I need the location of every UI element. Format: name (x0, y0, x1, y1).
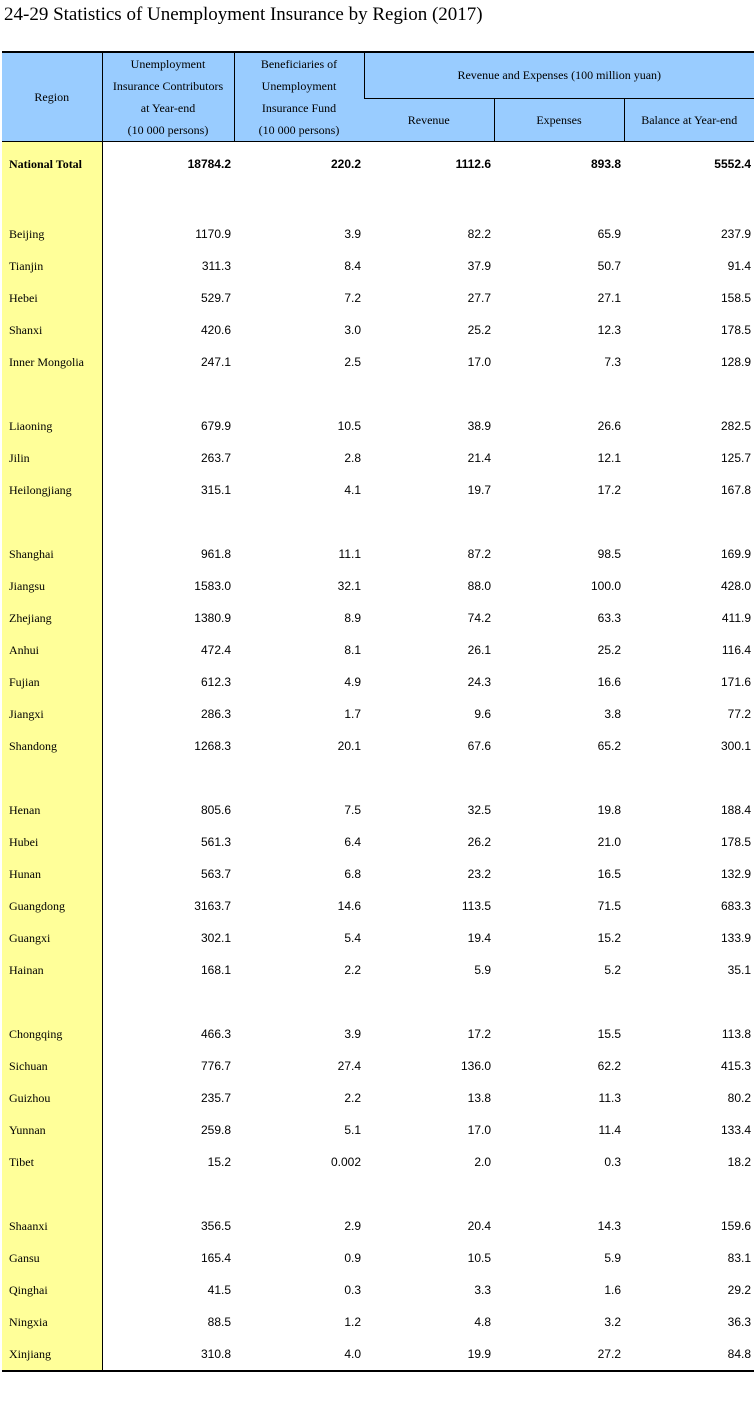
contributors-cell: 310.8 (102, 1338, 234, 1371)
table-row (2, 538, 754, 570)
beneficiaries-cell: 7.2 (344, 291, 361, 305)
table-row (2, 730, 754, 762)
expenses-cell: 63.3 (597, 611, 621, 625)
expenses-cell: 15.5 (597, 1027, 621, 1041)
balance-cell: 36.3 (727, 1315, 751, 1329)
balance-column-header: Balance at Year-end (624, 98, 754, 142)
contributors-header-line: Unemployment (130, 57, 206, 71)
region-cell: Liaoning (2, 410, 102, 442)
balance-cell: 83.1 (727, 1251, 751, 1265)
contributors-cell: 311.3 (201, 259, 231, 273)
beneficiaries-cell: 0.002 (330, 1155, 361, 1169)
contributors-column-header (102, 52, 234, 142)
expenses-cell: 21.0 (597, 835, 621, 849)
expenses-cell: 25.2 (597, 643, 621, 657)
empty-cell (494, 762, 624, 794)
empty-cell (624, 378, 754, 410)
table-row (2, 698, 754, 730)
table-row (2, 602, 754, 634)
expenses-cell: 65.2 (597, 739, 621, 753)
table-body (2, 142, 754, 1372)
contributors-cell: 88.5 (207, 1315, 231, 1329)
revenue-expenses-group-header: Revenue and Expenses (100 million yuan) (364, 52, 754, 98)
contributors-cell: 263.7 (200, 451, 231, 465)
beneficiaries-cell: 1.2 (344, 1315, 361, 1329)
revenue-cell: 20.4 (467, 1219, 491, 1233)
revenue-cell: 4.8 (474, 1315, 491, 1329)
contributors-cell: 235.7 (200, 1091, 231, 1105)
revenue-cell: 37.9 (467, 259, 491, 273)
national-total-row (2, 142, 754, 187)
region-cell-empty (2, 986, 102, 1018)
table-row (2, 1338, 754, 1371)
beneficiaries-cell: 27.4 (337, 1059, 361, 1073)
beneficiaries-cell: 32.1 (337, 579, 361, 593)
table-row (2, 858, 754, 890)
expenses-cell: 50.7 (597, 259, 621, 273)
contributors-cell: 286.3 (200, 707, 231, 721)
table-row (2, 1018, 754, 1050)
group-spacer-row (2, 986, 754, 1018)
group-spacer-row (2, 506, 754, 538)
table-row (2, 666, 754, 698)
contributors-cell: 612.3 (200, 675, 231, 689)
revenue-cell: 32.5 (467, 803, 491, 817)
revenue-cell: 74.2 (467, 611, 491, 625)
expenses-cell: 65.9 (597, 227, 621, 241)
table-row (2, 1146, 754, 1178)
balance-cell: 5552.4 (714, 157, 751, 171)
balance-cell: 178.5 (720, 835, 751, 849)
statistics-table (2, 51, 754, 1372)
table-row (2, 314, 754, 346)
balance-cell: 411.9 (721, 611, 751, 625)
revenue-cell: 38.9 (467, 419, 491, 433)
contributors-cell: 679.9 (200, 419, 231, 433)
revenue-cell: 17.0 (467, 355, 491, 369)
page-title: 24-29 Statistics of Unemployment Insurance by Region (2017) (4, 4, 483, 25)
contributors-cell: 18784.2 (187, 157, 231, 171)
contributors-cell: 168.1 (200, 963, 231, 977)
balance-cell: 77.2 (727, 707, 751, 721)
empty-cell (624, 986, 754, 1018)
table-row (2, 1242, 754, 1274)
beneficiaries-cell: 2.2 (344, 1091, 361, 1105)
revenue-cell: 17.0 (467, 1123, 491, 1137)
table-row (2, 474, 754, 506)
group-spacer-row (2, 378, 754, 410)
contributors-cell: 961.8 (200, 547, 231, 561)
expenses-cell: 19.8 (597, 803, 621, 817)
contributors-cell: 561.3 (200, 835, 231, 849)
region-cell: Heilongjiang (2, 474, 102, 506)
contributors-cell: 3163.7 (194, 899, 231, 913)
revenue-cell: 1112.6 (455, 157, 491, 171)
empty-cell (102, 378, 234, 410)
region-cell: Shanghai (2, 538, 102, 570)
revenue-cell: 82.2 (467, 227, 491, 241)
expenses-cell: 3.8 (604, 707, 621, 721)
contributors-header-line: (10 000 persons) (127, 123, 209, 137)
beneficiaries-cell: 3.0 (344, 323, 361, 337)
balance-cell: 178.5 (720, 323, 751, 337)
region-cell: Yunnan (2, 1114, 102, 1146)
balance-cell: 188.4 (720, 803, 751, 817)
region-cell: Tibet (2, 1146, 102, 1178)
region-cell: Guangdong (2, 890, 102, 922)
balance-cell: 116.4 (721, 643, 751, 657)
expenses-cell: 17.2 (597, 483, 621, 497)
contributors-cell: 563.7 (200, 867, 231, 881)
expenses-cell: 71.5 (597, 899, 621, 913)
empty-cell (364, 506, 494, 538)
expenses-cell: 5.2 (604, 963, 621, 977)
expenses-cell: 27.1 (597, 291, 621, 305)
empty-cell (234, 378, 364, 410)
expenses-cell: 27.2 (494, 1338, 624, 1371)
region-cell: Shandong (2, 730, 102, 762)
region-cell: Jiangsu (2, 570, 102, 602)
revenue-cell: 87.2 (467, 547, 491, 561)
table-row (2, 218, 754, 250)
contributors-cell: 466.3 (200, 1027, 231, 1041)
table-row (2, 442, 754, 474)
expenses-cell: 26.6 (597, 419, 621, 433)
revenue-cell: 24.3 (467, 675, 491, 689)
beneficiaries-header-line: (10 000 persons) (258, 123, 340, 137)
revenue-cell: 19.7 (467, 483, 491, 497)
empty-cell (102, 506, 234, 538)
beneficiaries-header-line: Unemployment (261, 79, 337, 93)
contributors-cell: 1170.9 (195, 227, 231, 241)
balance-cell: 18.2 (727, 1155, 751, 1169)
table-row (2, 922, 754, 954)
region-cell: Hebei (2, 282, 102, 314)
region-cell: Fujian (2, 666, 102, 698)
beneficiaries-cell: 220.2 (330, 157, 361, 171)
beneficiaries-cell: 2.2 (344, 963, 361, 977)
empty-cell (494, 506, 624, 538)
balance-cell: 80.2 (727, 1091, 751, 1105)
beneficiaries-cell: 10.5 (337, 419, 361, 433)
empty-cell (234, 506, 364, 538)
region-cell: Hubei (2, 826, 102, 858)
expenses-cell: 15.2 (597, 931, 621, 945)
balance-cell: 237.9 (720, 227, 751, 241)
region-cell: Ningxia (2, 1306, 102, 1338)
expenses-cell: 12.1 (597, 451, 621, 465)
region-cell: Guizhou (2, 1082, 102, 1114)
contributors-cell: 776.7 (200, 1059, 231, 1073)
balance-cell: 683.3 (720, 899, 751, 913)
empty-cell (234, 186, 364, 218)
region-cell: Gansu (2, 1242, 102, 1274)
revenue-cell: 10.5 (467, 1251, 491, 1265)
beneficiaries-cell: 5.1 (344, 1123, 361, 1137)
balance-cell: 300.1 (720, 739, 751, 753)
table-row (2, 570, 754, 602)
revenue-cell: 21.4 (467, 451, 491, 465)
region-cell: Hainan (2, 954, 102, 986)
expenses-cell: 3.2 (604, 1315, 621, 1329)
region-cell: Xinjiang (2, 1338, 102, 1371)
beneficiaries-header-line: Beneficiaries of (260, 57, 338, 71)
balance-cell: 169.9 (720, 547, 751, 561)
expenses-column-header: Expenses (494, 98, 624, 142)
expenses-cell: 7.3 (604, 355, 621, 369)
empty-cell (494, 1178, 624, 1210)
balance-cell: 35.1 (727, 963, 751, 977)
empty-cell (102, 186, 234, 218)
table-row (2, 250, 754, 282)
table-row (2, 954, 754, 986)
expenses-cell: 100.0 (590, 579, 621, 593)
balance-cell: 428.0 (720, 579, 751, 593)
table-row (2, 410, 754, 442)
contributors-cell: 15.2 (207, 1155, 231, 1169)
contributors-cell: 420.6 (200, 323, 231, 337)
empty-cell (624, 762, 754, 794)
beneficiaries-cell: 8.1 (344, 643, 361, 657)
empty-cell (102, 1178, 234, 1210)
beneficiaries-cell: 6.8 (344, 867, 361, 881)
region-cell: Shanxi (2, 314, 102, 346)
revenue-cell: 26.1 (467, 643, 491, 657)
region-column-header: Region (2, 52, 102, 142)
beneficiaries-cell: 2.8 (344, 451, 361, 465)
contributors-cell: 259.8 (200, 1123, 231, 1137)
expenses-cell: 893.8 (590, 157, 621, 171)
region-cell: Henan (2, 794, 102, 826)
region-cell: Guangxi (2, 922, 102, 954)
balance-cell: 91.4 (727, 259, 751, 273)
beneficiaries-cell: 2.9 (344, 1219, 361, 1233)
revenue-cell: 25.2 (467, 323, 491, 337)
beneficiaries-cell: 6.4 (344, 835, 361, 849)
region-cell: Beijing (2, 218, 102, 250)
empty-cell (364, 1178, 494, 1210)
beneficiaries-cell: 8.9 (344, 611, 361, 625)
revenue-cell: 26.2 (467, 835, 491, 849)
beneficiaries-cell: 4.1 (344, 483, 361, 497)
region-cell: Inner Mongolia (2, 346, 102, 378)
region-cell-empty (2, 506, 102, 538)
contributors-cell: 529.7 (200, 291, 231, 305)
beneficiaries-cell: 5.4 (344, 931, 361, 945)
beneficiaries-cell: 0.9 (344, 1251, 361, 1265)
contributors-cell: 805.6 (200, 803, 231, 817)
revenue-cell: 27.7 (467, 291, 491, 305)
beneficiaries-cell: 7.5 (344, 803, 361, 817)
table-row (2, 1050, 754, 1082)
empty-cell (234, 1178, 364, 1210)
empty-cell (364, 378, 494, 410)
expenses-cell: 0.3 (604, 1155, 621, 1169)
region-cell: Tianjin (2, 250, 102, 282)
contributors-cell: 165.4 (200, 1251, 231, 1265)
region-cell: Qinghai (2, 1274, 102, 1306)
region-cell: Jilin (2, 442, 102, 474)
region-cell: Anhui (2, 634, 102, 666)
balance-cell: 415.3 (720, 1059, 751, 1073)
expenses-cell: 1.6 (604, 1283, 621, 1297)
group-spacer-row (2, 186, 754, 218)
table-header (2, 52, 754, 142)
beneficiaries-column-header (234, 52, 364, 142)
balance-cell: 84.8 (624, 1338, 754, 1371)
beneficiaries-cell: 14.6 (337, 899, 361, 913)
beneficiaries-cell: 20.1 (337, 739, 361, 753)
empty-cell (624, 1178, 754, 1210)
table-row (2, 1306, 754, 1338)
empty-cell (494, 986, 624, 1018)
contributors-cell: 41.5 (207, 1283, 231, 1297)
table-row (2, 826, 754, 858)
contributors-cell: 1380.9 (194, 611, 231, 625)
revenue-cell: 9.6 (474, 707, 491, 721)
revenue-cell: 88.0 (467, 579, 491, 593)
region-cell: Jiangxi (2, 698, 102, 730)
contributors-cell: 472.4 (200, 643, 231, 657)
expenses-cell: 12.3 (597, 323, 621, 337)
balance-cell: 133.4 (720, 1123, 751, 1137)
revenue-cell: 17.2 (467, 1027, 491, 1041)
expenses-cell: 11.4 (598, 1123, 621, 1137)
revenue-cell: 67.6 (467, 739, 491, 753)
contributors-cell: 315.1 (200, 483, 231, 497)
beneficiaries-cell: 1.7 (344, 707, 361, 721)
region-cell-empty (2, 762, 102, 794)
contributors-header-line: Insurance Contributors (112, 79, 224, 93)
region-cell-empty (2, 1178, 102, 1210)
empty-cell (102, 762, 234, 794)
balance-cell: 171.6 (720, 675, 751, 689)
beneficiaries-cell: 3.9 (344, 1027, 361, 1041)
balance-cell: 158.5 (720, 291, 751, 305)
region-cell: Hunan (2, 858, 102, 890)
balance-cell: 125.7 (720, 451, 751, 465)
contributors-cell: 356.5 (200, 1219, 231, 1233)
revenue-cell: 13.8 (467, 1091, 491, 1105)
beneficiaries-cell: 11.1 (338, 547, 361, 561)
empty-cell (364, 186, 494, 218)
revenue-cell: 19.4 (467, 931, 491, 945)
beneficiaries-cell: 3.9 (344, 227, 361, 241)
empty-cell (102, 986, 234, 1018)
region-cell: Shaanxi (2, 1210, 102, 1242)
balance-cell: 132.9 (720, 867, 751, 881)
revenue-cell: 113.5 (461, 899, 491, 913)
table-row (2, 794, 754, 826)
table-row (2, 890, 754, 922)
region-cell-empty (2, 186, 102, 218)
contributors-header-line: at Year-end (140, 101, 196, 115)
empty-cell (494, 186, 624, 218)
region-cell: Chongqing (2, 1018, 102, 1050)
table-row (2, 1114, 754, 1146)
beneficiaries-cell: 8.4 (344, 259, 361, 273)
table-row (2, 282, 754, 314)
expenses-cell: 5.9 (604, 1251, 621, 1265)
contributors-cell: 1268.3 (194, 739, 231, 753)
group-spacer-row (2, 762, 754, 794)
contributors-cell: 1583.0 (194, 579, 231, 593)
table-row (2, 1210, 754, 1242)
revenue-cell: 5.9 (474, 963, 491, 977)
expenses-cell: 16.5 (597, 867, 621, 881)
revenue-cell: 23.2 (467, 867, 491, 881)
revenue-cell: 19.9 (364, 1338, 494, 1371)
balance-cell: 133.9 (720, 931, 751, 945)
empty-cell (624, 506, 754, 538)
revenue-column-header: Revenue (364, 98, 494, 142)
table-row (2, 1082, 754, 1114)
contributors-cell: 302.1 (200, 931, 231, 945)
empty-cell (364, 762, 494, 794)
expenses-cell: 62.2 (597, 1059, 621, 1073)
contributors-cell: 247.1 (200, 355, 231, 369)
table-row (2, 1274, 754, 1306)
region-cell: National Total (2, 142, 102, 187)
revenue-cell: 3.3 (474, 1283, 491, 1297)
balance-cell: 282.5 (720, 419, 751, 433)
empty-cell (624, 186, 754, 218)
beneficiaries-cell: 4.9 (344, 675, 361, 689)
empty-cell (234, 762, 364, 794)
expenses-cell: 16.6 (597, 675, 621, 689)
region-cell: Zhejiang (2, 602, 102, 634)
beneficiaries-cell: 0.3 (344, 1283, 361, 1297)
beneficiaries-cell: 2.5 (344, 355, 361, 369)
region-cell: Sichuan (2, 1050, 102, 1082)
group-spacer-row (2, 1178, 754, 1210)
revenue-cell: 136.0 (460, 1059, 491, 1073)
expenses-cell: 14.3 (597, 1219, 621, 1233)
region-cell-empty (2, 378, 102, 410)
revenue-cell: 2.0 (474, 1155, 491, 1169)
table-row (2, 346, 754, 378)
beneficiaries-header-line: Insurance Fund (261, 101, 337, 115)
balance-cell: 167.8 (720, 483, 751, 497)
balance-cell: 29.2 (727, 1283, 751, 1297)
beneficiaries-cell: 4.0 (234, 1338, 364, 1371)
empty-cell (364, 986, 494, 1018)
empty-cell (494, 378, 624, 410)
balance-cell: 128.9 (720, 355, 751, 369)
balance-cell: 159.6 (720, 1219, 751, 1233)
table-row (2, 634, 754, 666)
expenses-cell: 11.3 (598, 1091, 621, 1105)
expenses-cell: 98.5 (597, 547, 621, 561)
balance-cell: 113.8 (721, 1027, 751, 1041)
empty-cell (234, 986, 364, 1018)
